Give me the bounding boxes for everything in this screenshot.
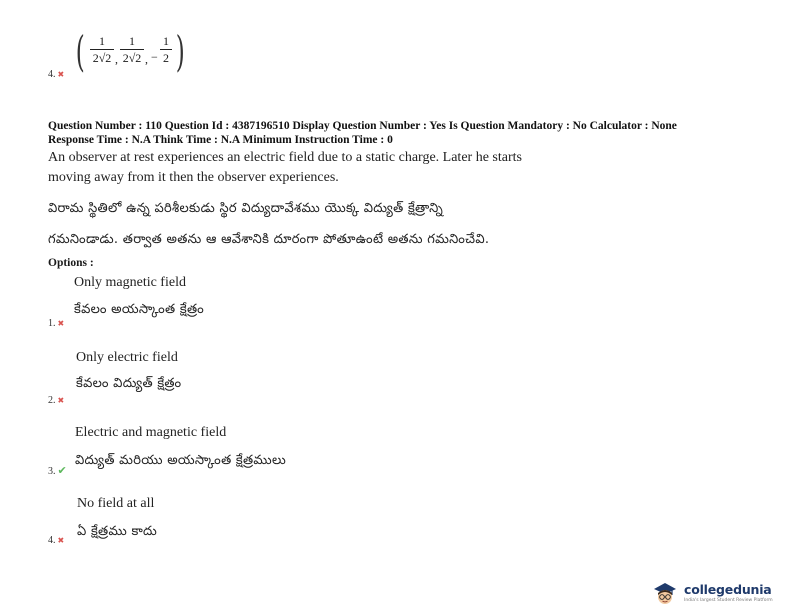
previous-option-4[interactable] xyxy=(0,0,200,80)
fraction-2 xyxy=(120,34,144,65)
option-text-te: విద్యుత్ మరియు అయస్కాంత క్షేత్రములు xyxy=(75,453,286,468)
right-parenthesis: ) xyxy=(175,27,185,76)
cross-icon: ✖ xyxy=(57,319,65,328)
fraction-1 xyxy=(90,34,114,65)
option-text-te: ఏ క్షేత్రము కాదు xyxy=(77,524,158,539)
cross-icon: ✖ xyxy=(57,396,65,405)
question-meta-line2: Response Time : N.A Think Time : N.A Minimum Instruction Time : 0 xyxy=(48,134,393,146)
option-2[interactable] xyxy=(44,347,304,409)
option-number xyxy=(48,395,64,406)
question-text-te-line1: విరామ స్థితిలో ఉన్న పరిశీలకుడు స్థిర విద్యుదావేశము యొక్క విద్యుత్ క్షేత్రాన్ని xyxy=(48,201,443,216)
previous-option-number xyxy=(48,69,64,80)
option-text-te: కేవలం అయస్కాంత క్షేత్రం xyxy=(74,302,204,317)
option-number xyxy=(48,535,64,546)
option-text-en: Only magnetic field xyxy=(74,275,186,290)
option-number-text: 2. xyxy=(48,395,56,406)
logo-tagline: India's largest Student Review Platform xyxy=(684,598,773,603)
option-4[interactable] xyxy=(44,493,304,551)
option-text-te: కేవలం విద్యుత్ క్షేత్రం xyxy=(76,376,182,391)
fraction-3 xyxy=(160,34,172,65)
left-parenthesis: ( xyxy=(75,27,85,76)
numerator: 1 xyxy=(163,34,169,48)
option-text-en: No field at all xyxy=(77,496,155,511)
numerator: 1 xyxy=(99,34,105,48)
minus-sign: − xyxy=(151,50,158,64)
option-number-text: 3. xyxy=(48,466,56,477)
option-text-en: Only electric field xyxy=(76,350,178,365)
collegedunia-logo xyxy=(652,578,792,608)
cross-icon: ✖ xyxy=(57,70,65,79)
cross-icon: ✖ xyxy=(57,536,65,545)
option-number xyxy=(48,318,64,329)
numerator: 1 xyxy=(129,34,135,48)
option-number xyxy=(48,464,67,477)
option-3[interactable] xyxy=(44,422,344,480)
option-number-text: 1. xyxy=(48,318,56,329)
option-number-text: 4. xyxy=(48,535,56,546)
question-meta-line1: Question Number : 110 Question Id : 4387196510 Display Question Number : Yes Is Question Mandatory : No Calculator : None xyxy=(48,120,677,132)
question-text-te-line2: గమనిండాడు. తర్వాత అతను ఆ ఆవేశానికి దూరంగా పోతూఉంటే అతను గమనించేవి. xyxy=(48,232,490,247)
mascot-icon xyxy=(652,580,678,606)
denominator: 2 xyxy=(163,51,169,65)
question-text-en-line2: moving away from it then the observer experiences. xyxy=(48,170,339,185)
denominator: 2√2 xyxy=(122,51,142,65)
logo-wordmark: collegedunia xyxy=(684,582,772,597)
option-text-en: Electric and magnetic field xyxy=(75,425,227,440)
option-number-text: 4. xyxy=(48,69,56,80)
fraction-vector: ( 1 2√2 , 1 2√2 , − 1 2 ) xyxy=(75,27,185,76)
checkmark-icon: ✔ xyxy=(57,464,67,477)
question-text-en-line1: An observer at rest experiences an electric field due to a static charge. Later he starts xyxy=(48,150,522,165)
options-label: Options : xyxy=(48,257,94,269)
denominator: 2√2 xyxy=(92,51,112,65)
option-1[interactable] xyxy=(44,272,304,332)
